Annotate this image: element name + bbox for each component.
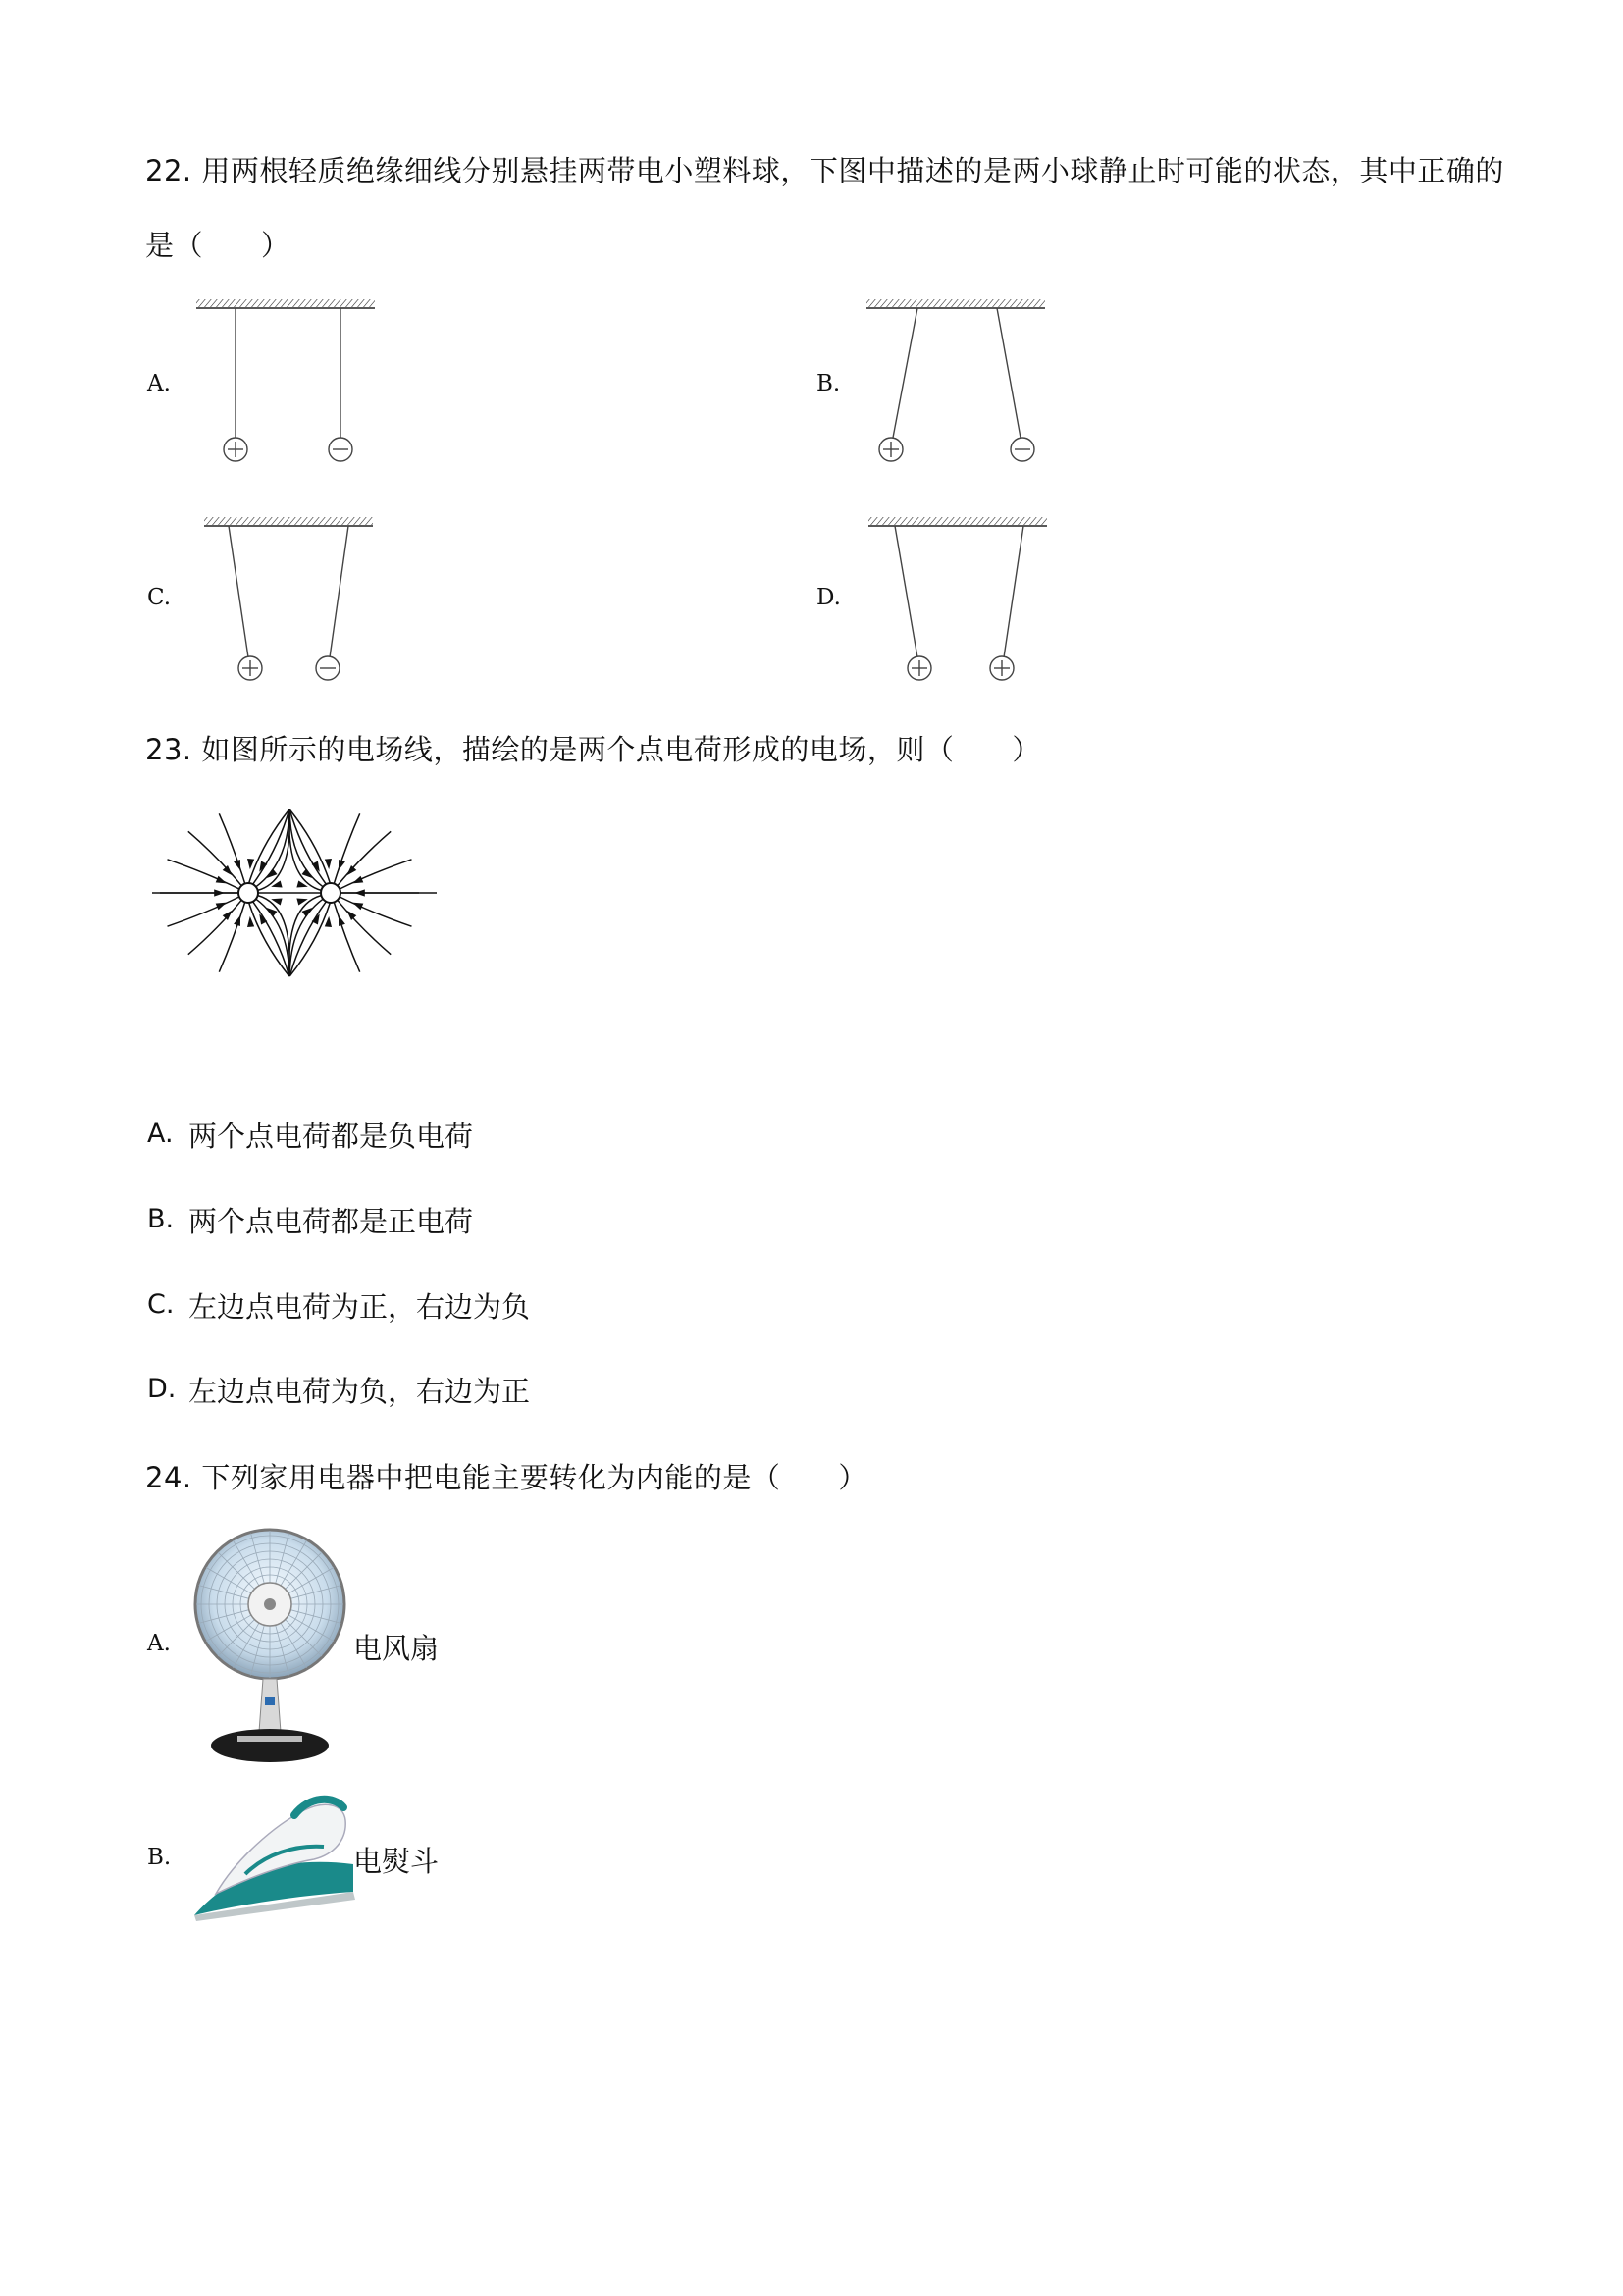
- q22-option-a-label[interactable]: A.: [147, 371, 171, 396]
- q24-option-a-caption: 电风扇: [353, 1632, 440, 1665]
- q22-option-b-diagram: [862, 294, 1058, 471]
- q22-option-c-label[interactable]: C.: [147, 585, 172, 610]
- q23-stem: 23. 如图所示的电场线，描绘的是两个点电荷形成的电场，则（ ）: [145, 733, 1041, 766]
- q23-option-c-text: 左边点电荷为正，右边为负: [188, 1290, 531, 1324]
- q23-option-a-label[interactable]: A.: [147, 1119, 174, 1149]
- q23-option-b-label[interactable]: B.: [147, 1204, 175, 1234]
- q23-option-c-label[interactable]: C.: [147, 1289, 175, 1320]
- q22-option-c-diagram: [199, 512, 395, 689]
- q23-option-b-text: 两个点电荷都是正电荷: [188, 1205, 474, 1238]
- q23-option-d-text: 左边点电荷为负，右边为正: [188, 1375, 531, 1408]
- q22-option-d-label[interactable]: D.: [816, 585, 841, 610]
- q24-stem: 24. 下列家用电器中把电能主要转化为内能的是（ ）: [145, 1461, 867, 1494]
- q24-option-b-label[interactable]: B.: [147, 1845, 172, 1870]
- electric-fan-image: [186, 1526, 358, 1766]
- q23-option-d-label[interactable]: D.: [147, 1374, 177, 1404]
- q24-option-a-label[interactable]: A.: [147, 1631, 171, 1656]
- q23-option-a-text: 两个点电荷都是负电荷: [188, 1120, 474, 1153]
- q22-option-b-label[interactable]: B.: [816, 371, 841, 396]
- electric-iron-image: [186, 1786, 363, 1923]
- q22-option-a-diagram: [191, 294, 388, 471]
- q24-option-b-caption: 电熨斗: [353, 1845, 440, 1878]
- q23-electric-field-diagram: [152, 803, 437, 984]
- q22-option-d-diagram: [864, 512, 1060, 689]
- q22-stem-line2: 是（ ）: [145, 229, 290, 262]
- q22-stem-line1: 22. 用两根轻质绝缘细线分别悬挂两带电小塑料球，下图中描述的是两小球静止时可能的状态，其中正确的: [145, 154, 1504, 187]
